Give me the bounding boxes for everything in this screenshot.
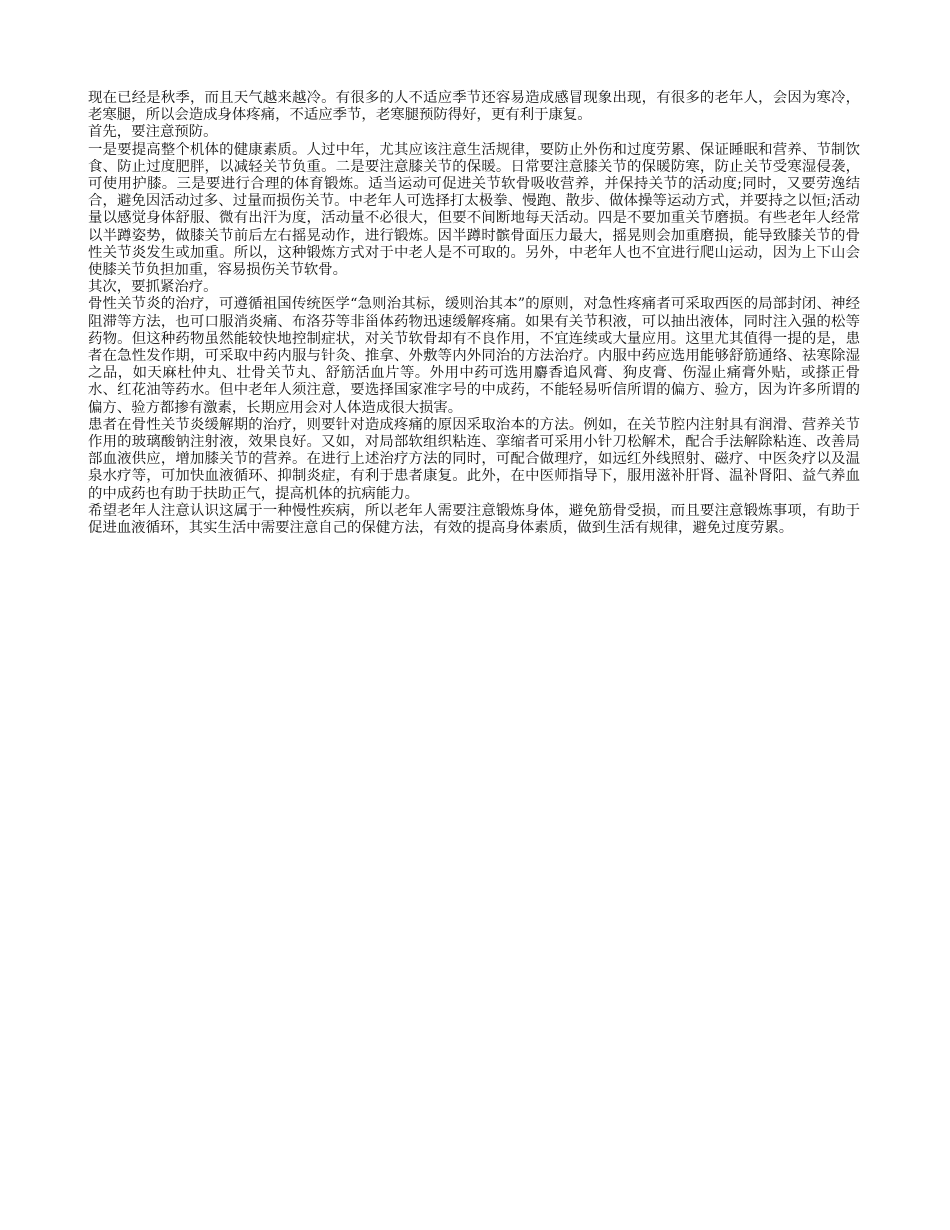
conclusion-paragraph: 希望老年人注意认识这属于一种慢性疾病，所以老年人需要注意锻炼身体，避免筋骨受损，而且要注意锻炼事项，有助于促进血液循环，其实生活中需要注意自己的保健方法，有效的提高身体素质，做到生活有规律，避免过度劳累。 <box>88 502 860 537</box>
acute-treatment-paragraph: 骨性关节炎的治疗，可遵循祖国传统医学“急则治其标，缓则治其本”的原则，对急性疼痛者可采取西医的局部封闭、神经阻滞等方法，也可口服消炎痛、布洛芬等非甾体药物迅速缓解疼痛。如果有关节积液，可以抽出液体，同时注入强的松等药物。但这种药物虽然能较快地控制症状，对关节软骨却有不良作用，不宜连续或大量应用。这里尤其值得一提的是，患者在急性发作期，可采取中药内服与针灸、推拿、外敷等内外同治的方法治疗。内服中药应选用能够舒筋通络、祛寒除湿之品，如天麻杜仲丸、壮骨关节丸、舒筋活血片等。外用中药可选用麝香追风膏、狗皮膏、伤湿止痛膏外贴，或搽正骨水、红花油等药水。但中老年人须注意，要选择国家准字号的中成药，不能轻易听信所谓的偏方、验方，因为许多所谓的偏方、验方都掺有激素，长期应用会对人体造成很大损害。 <box>88 296 860 416</box>
article-body <box>88 90 860 537</box>
prevention-paragraph: 一是要提高整个机体的健康素质。人过中年，尤其应该注意生活规律，要防止外伤和过度劳累、保证睡眠和营养、节制饮食、防止过度肥胖，以减轻关节负重。二是要注意膝关节的保暖。日常要注意膝关节的保暖防寒，防止关节受寒湿侵袭，可使用护膝。三是要进行合理的体育锻炼。适当运动可促进关节软骨吸收营养，并保持关节的活动度;同时，又要劳逸结合，避免因活动过多、过量而损伤关节。中老年人可选择打太极拳、慢跑、散步、做体操等运动方式，并要持之以恒;活动量以感觉身体舒服、微有出汗为度，活动量不必很大，但要不间断地每天活动。四是不要加重关节磨损。有些老年人经常以半蹲姿势，做膝关节前后左右摇晃动作，进行锻炼。因半蹲时髌骨面压力最大，摇晃则会加重磨损，能导致膝关节的骨性关节炎发生或加重。所以，这种锻炼方式对于中老人是不可取的。另外，中老年人也不宜进行爬山运动，因为上下山会使膝关节负担加重，容易损伤关节软骨。 <box>88 141 860 279</box>
section-heading-treatment: 其次，要抓紧治疗。 <box>88 279 218 296</box>
section-heading-prevention: 首先，要注意预防。 <box>88 124 218 141</box>
remission-treatment-paragraph: 患者在骨性关节炎缓解期的治疗，则要针对造成疼痛的原因采取治本的方法。例如，在关节腔内注射具有润滑、营养关节作用的玻璃酸钠注射液，效果良好。又如，对局部软组织粘连、挛缩者可采用小针刀松解术，配合手法解除粘连、改善局部血液供应，增加膝关节的营养。在进行上述治疗方法的同时，可配合做理疗，如远红外线照射、磁疗、中医灸疗以及温泉水疗等，可加快血液循环、抑制炎症，有利于患者康复。此外，在中医师指导下，服用滋补肝肾、温补肾阳、益气养血的中成药也有助于扶助正气，提高机体的抗病能力。 <box>88 416 860 502</box>
intro-paragraph: 现在已经是秋季，而且天气越来越冷。有很多的人不适应季节还容易造成感冒现象出现，有很多的老年人，会因为寒冷，老寒腿，所以会造成身体疼痛，不适应季节，老寒腿预防得好，更有利于康复。 <box>88 90 860 124</box>
